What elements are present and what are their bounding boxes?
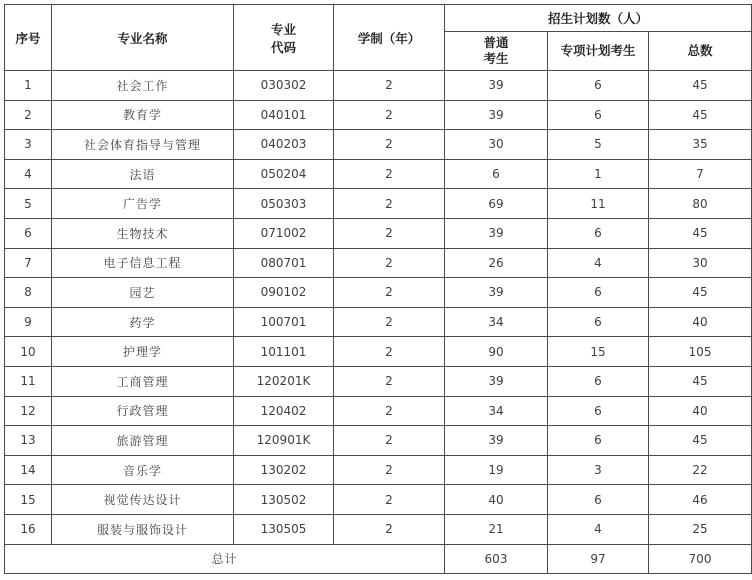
row-major-code-cell: 080701: [234, 248, 334, 278]
header-major-code: [234, 5, 334, 71]
row-major-code-cell: 120402: [234, 396, 334, 426]
enrollment-plan-table: [4, 4, 752, 574]
table-row: [5, 71, 752, 101]
row-total-cell: 45: [649, 71, 752, 101]
row-index-cell: 10: [5, 337, 52, 367]
table-row: [5, 366, 752, 396]
total-special: 97: [548, 544, 649, 574]
row-special-cell: 6: [548, 307, 649, 337]
row-index-cell: 16: [5, 514, 52, 544]
row-total-cell: 40: [649, 396, 752, 426]
row-major-code-cell: 130505: [234, 514, 334, 544]
total-sum: 700: [649, 544, 752, 574]
row-major-code-cell: 090102: [234, 278, 334, 308]
row-index-cell: 15: [5, 485, 52, 515]
row-total-cell: 22: [649, 455, 752, 485]
row-major-name-cell: 旅游管理: [52, 426, 234, 456]
row-special-cell: 6: [548, 278, 649, 308]
header-total: 总数: [649, 32, 752, 71]
row-total-cell: 45: [649, 100, 752, 130]
table-row: [5, 426, 752, 456]
row-total-cell: 40: [649, 307, 752, 337]
table-row: [5, 100, 752, 130]
row-special-cell: 4: [548, 514, 649, 544]
table-row: [5, 278, 752, 308]
row-major-code-cell: 040101: [234, 100, 334, 130]
row-regular-cell: 39: [445, 278, 548, 308]
row-major-name-cell: 电子信息工程: [52, 248, 234, 278]
header-regular-line1: 普通: [483, 35, 509, 50]
row-regular-cell: 21: [445, 514, 548, 544]
row-major-code-cell: 101101: [234, 337, 334, 367]
row-duration-cell: 2: [334, 514, 445, 544]
row-special-cell: 3: [548, 455, 649, 485]
row-total-cell: 46: [649, 485, 752, 515]
row-major-name-cell: 生物技术: [52, 218, 234, 248]
row-total-cell: 35: [649, 130, 752, 160]
row-major-name-cell: 药学: [52, 307, 234, 337]
row-index-cell: 14: [5, 455, 52, 485]
header-regular-line2: 考生: [483, 51, 509, 66]
header-regular: [445, 32, 548, 71]
row-duration-cell: 2: [334, 455, 445, 485]
row-major-code-cell: 120901K: [234, 426, 334, 456]
row-duration-cell: 2: [334, 307, 445, 337]
row-regular-cell: 39: [445, 100, 548, 130]
row-regular-cell: 19: [445, 455, 548, 485]
row-index-cell: 7: [5, 248, 52, 278]
row-major-name-cell: 工商管理: [52, 366, 234, 396]
row-total-cell: 45: [649, 366, 752, 396]
row-regular-cell: 39: [445, 218, 548, 248]
row-regular-cell: 30: [445, 130, 548, 160]
table-row: [5, 130, 752, 160]
row-major-code-cell: 071002: [234, 218, 334, 248]
total-regular: 603: [445, 544, 548, 574]
row-total-cell: 105: [649, 337, 752, 367]
table-row: [5, 307, 752, 337]
table-row: [5, 248, 752, 278]
row-major-code-cell: 120201K: [234, 366, 334, 396]
row-special-cell: 6: [548, 396, 649, 426]
row-duration-cell: 2: [334, 248, 445, 278]
row-duration-cell: 2: [334, 189, 445, 219]
row-regular-cell: 39: [445, 366, 548, 396]
row-index-cell: 4: [5, 159, 52, 189]
row-regular-cell: 34: [445, 396, 548, 426]
row-index-cell: 9: [5, 307, 52, 337]
row-total-cell: 45: [649, 426, 752, 456]
row-major-code-cell: 130502: [234, 485, 334, 515]
row-index-cell: 13: [5, 426, 52, 456]
row-total-cell: 25: [649, 514, 752, 544]
row-major-name-cell: 护理学: [52, 337, 234, 367]
header-duration: 学制（年）: [334, 5, 445, 71]
total-row: [5, 544, 752, 574]
row-major-name-cell: 行政管理: [52, 396, 234, 426]
row-index-cell: 2: [5, 100, 52, 130]
row-regular-cell: 40: [445, 485, 548, 515]
table-row: [5, 455, 752, 485]
row-special-cell: 5: [548, 130, 649, 160]
table-body: [5, 71, 752, 545]
row-special-cell: 1: [548, 159, 649, 189]
row-major-name-cell: 园艺: [52, 278, 234, 308]
row-special-cell: 6: [548, 218, 649, 248]
table-row: [5, 218, 752, 248]
row-regular-cell: 69: [445, 189, 548, 219]
row-duration-cell: 2: [334, 159, 445, 189]
table-row: [5, 337, 752, 367]
table-row: [5, 396, 752, 426]
row-regular-cell: 39: [445, 71, 548, 101]
row-duration-cell: 2: [334, 130, 445, 160]
row-major-name-cell: 社会体育指导与管理: [52, 130, 234, 160]
table-row: [5, 159, 752, 189]
row-duration-cell: 2: [334, 337, 445, 367]
row-special-cell: 6: [548, 485, 649, 515]
row-major-name-cell: 社会工作: [52, 71, 234, 101]
row-duration-cell: 2: [334, 71, 445, 101]
row-special-cell: 6: [548, 71, 649, 101]
row-index-cell: 11: [5, 366, 52, 396]
row-duration-cell: 2: [334, 278, 445, 308]
row-major-code-cell: 100701: [234, 307, 334, 337]
row-major-name-cell: 音乐学: [52, 455, 234, 485]
row-duration-cell: 2: [334, 426, 445, 456]
row-special-cell: 15: [548, 337, 649, 367]
row-major-code-cell: 050204: [234, 159, 334, 189]
row-major-name-cell: 广告学: [52, 189, 234, 219]
row-index-cell: 8: [5, 278, 52, 308]
row-duration-cell: 2: [334, 218, 445, 248]
row-major-name-cell: 法语: [52, 159, 234, 189]
row-index-cell: 1: [5, 71, 52, 101]
row-special-cell: 4: [548, 248, 649, 278]
row-total-cell: 80: [649, 189, 752, 219]
header-major-code-line1: 专业: [270, 21, 296, 37]
table-row: [5, 514, 752, 544]
row-regular-cell: 90: [445, 337, 548, 367]
row-total-cell: 7: [649, 159, 752, 189]
row-index-cell: 5: [5, 189, 52, 219]
header-major-code-line2: 代码: [270, 39, 296, 55]
row-total-cell: 45: [649, 278, 752, 308]
row-duration-cell: 2: [334, 485, 445, 515]
row-index-cell: 12: [5, 396, 52, 426]
row-index-cell: 3: [5, 130, 52, 160]
header-plan-group: 招生计划数（人）: [445, 5, 752, 32]
row-regular-cell: 34: [445, 307, 548, 337]
header-index: 序号: [5, 5, 52, 71]
table-row: [5, 485, 752, 515]
row-regular-cell: 6: [445, 159, 548, 189]
header-major-name: 专业名称: [52, 5, 234, 71]
row-major-name-cell: 服装与服饰设计: [52, 514, 234, 544]
row-total-cell: 45: [649, 218, 752, 248]
row-regular-cell: 39: [445, 426, 548, 456]
row-duration-cell: 2: [334, 396, 445, 426]
row-total-cell: 30: [649, 248, 752, 278]
row-major-name-cell: 教育学: [52, 100, 234, 130]
row-special-cell: 11: [548, 189, 649, 219]
row-major-code-cell: 130202: [234, 455, 334, 485]
row-major-code-cell: 030302: [234, 71, 334, 101]
total-label: 总计: [5, 544, 445, 574]
row-duration-cell: 2: [334, 100, 445, 130]
row-major-code-cell: 040203: [234, 130, 334, 160]
row-special-cell: 6: [548, 366, 649, 396]
row-duration-cell: 2: [334, 366, 445, 396]
row-major-code-cell: 050303: [234, 189, 334, 219]
row-special-cell: 6: [548, 100, 649, 130]
row-index-cell: 6: [5, 218, 52, 248]
row-regular-cell: 26: [445, 248, 548, 278]
table-row: [5, 189, 752, 219]
header-special: 专项计划考生: [548, 32, 649, 71]
row-special-cell: 6: [548, 426, 649, 456]
row-major-name-cell: 视觉传达设计: [52, 485, 234, 515]
